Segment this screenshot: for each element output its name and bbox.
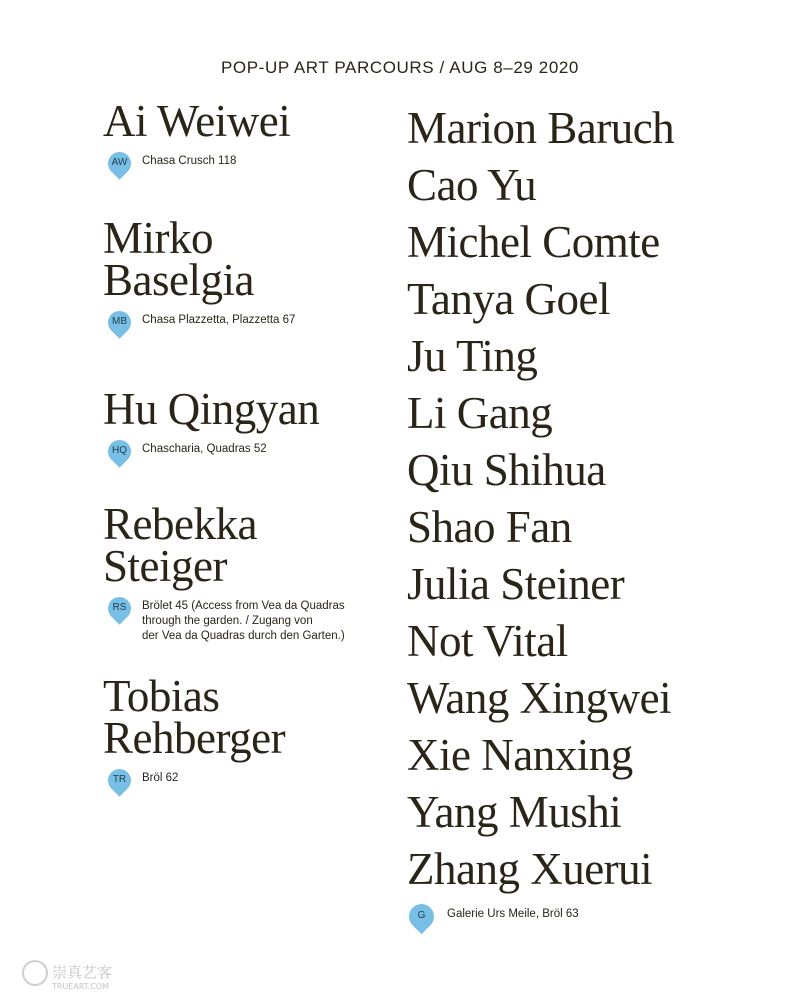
artist-name-shao-fan: Shao Fan bbox=[407, 502, 572, 552]
artist-name: Rebekka Steiger bbox=[103, 499, 257, 591]
artist-name: Hu Qingyan bbox=[103, 384, 320, 434]
location-row bbox=[103, 440, 393, 466]
location-text: Chasa Plazzetta, Plazzetta 67 bbox=[142, 314, 296, 326]
artist-name-not-vital: Not Vital bbox=[407, 616, 568, 666]
location-row bbox=[103, 597, 393, 644]
artist-name-xie-nanxing: Xie Nanxing bbox=[407, 730, 633, 780]
map-pin-icon: TR bbox=[108, 769, 132, 793]
artist-name-li-gang: Li Gang bbox=[407, 388, 553, 438]
artist-name: Mirko Baselgia bbox=[103, 213, 254, 305]
artist-name-ju-ting: Ju Ting bbox=[407, 331, 538, 381]
artist-name-wang-xingwei: Wang Xingwei bbox=[407, 673, 672, 723]
watermark-logo-icon bbox=[22, 960, 48, 986]
watermark: 崇真艺客 TRUEART.COM bbox=[22, 960, 112, 991]
map-pin-icon: HQ bbox=[108, 440, 132, 464]
artist-entry-ai-weiwei bbox=[103, 96, 393, 178]
map-pin-icon: MB bbox=[108, 311, 132, 335]
gallery-location-text: Galerie Urs Meile, Bröl 63 bbox=[447, 908, 579, 920]
gallery-location-row bbox=[407, 904, 787, 922]
artist-name-cao-yu: Cao Yu bbox=[407, 160, 537, 210]
artist-name-yang-mushi: Yang Mushi bbox=[407, 787, 622, 837]
artist-name-tanya-goel: Tanya Goel bbox=[407, 274, 611, 324]
artist-entry-tobias-rehberger bbox=[103, 671, 393, 795]
location-text: Brölet 45 (Access from Vea da Quadras through the garden. / Zugang von der Vea da Quadras durch den Garten.) bbox=[142, 600, 345, 642]
location-text: Chascharia, Quadras 52 bbox=[142, 443, 267, 455]
location-row bbox=[103, 152, 393, 178]
artist-name: Tobias Rehberger bbox=[103, 671, 286, 763]
right-artist-column bbox=[407, 100, 787, 922]
artist-entry-hu-qingyan bbox=[103, 384, 393, 466]
artist-name-zhang-xuerui: Zhang Xuerui bbox=[407, 844, 653, 894]
artist-name-marion-baruch: Marion Baruch bbox=[407, 103, 675, 153]
location-text: Chasa Crusch 118 bbox=[142, 155, 237, 167]
location-row bbox=[103, 311, 393, 337]
artist-name-michel-comte: Michel Comte bbox=[407, 217, 660, 267]
artist-name-qiu-shihua: Qiu Shihua bbox=[407, 445, 606, 495]
artist-name: Ai Weiwei bbox=[103, 96, 291, 146]
page-header: POP-UP ART PARCOURS / AUG 8–29 2020 bbox=[220, 58, 579, 77]
map-pin-icon: G bbox=[409, 904, 435, 930]
location-text: Bröl 62 bbox=[142, 772, 179, 784]
artist-name-julia-steiner: Julia Steiner bbox=[407, 559, 625, 609]
artist-entry-mirko-baselgia bbox=[103, 213, 393, 337]
map-pin-icon: AW bbox=[108, 152, 132, 176]
map-pin-icon: RS bbox=[108, 597, 132, 621]
artist-entry-rebekka-steiger bbox=[103, 499, 393, 644]
location-row bbox=[103, 769, 393, 795]
